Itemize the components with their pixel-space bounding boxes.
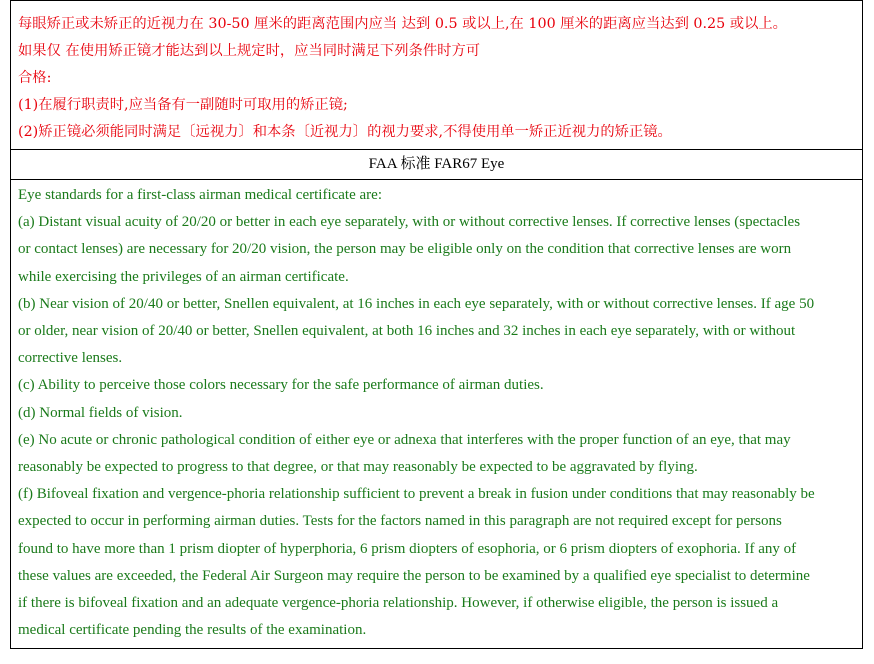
chinese-text-line: 如果仅 在使用矫正镜才能达到以上规定时，应当同时满足下列条件时方可 [18,43,481,59]
english-text-line: (e) No acute or chronic pathological condition of either eye or adnexa that interferes with the proper function of an eye, that may [18,431,791,448]
english-text-line: these values are exceeded, the Federal Air Surgeon may require the person to be examined by a qualified eye specialist to determine [18,567,810,584]
english-text-line: expected to occur in performing airman duties. Tests for the factors named in this paragraph are not required except for persons [18,513,782,530]
english-requirements-row [11,180,863,649]
english-text-line: if there is bifoveal fixation and an adequate vergence-phoria relationship. However, if otherwise eligible, the person is issued a [18,595,779,612]
english-text-line: reasonably be expected to progress to that degree, or that may reasonably be expected to be aggravated by flying. [18,459,698,476]
eye-standards-table [10,0,863,649]
chinese-text-line: 每眼矫正或未矫正的近视力在 30-50 厘米的距离范围内应当 达到 0.5 或以上,在 100 厘米的距离应当达到 0.25 或以上。 [18,16,787,32]
faa-standard-header: FAA 标准 FAR67 Eye [11,150,863,180]
english-text-line: (b) Near vision of 20/40 or better, Snellen equivalent, at 16 inches in each eye separately, with or without corrective lenses. If age 50 [18,295,815,312]
chinese-requirements-row [11,1,863,150]
english-text-line: (a) Distant visual acuity of 20/20 or better in each eye separately, with or without corrective lenses. If corrective lenses (spectacles [18,214,801,231]
english-text-line: or older, near vision of 20/40 or better, Snellen equivalent, at both 16 inches and 32 inches in each eye separately, with or without [18,323,796,340]
standard-header-row [11,150,863,180]
chinese-text-line: (1)在履行职责时,应当备有一副随时可取用的矫正镜; [18,97,348,113]
english-text-line: (d) Normal fields of vision. [18,404,183,421]
english-text-line: or contact lenses) are necessary for 20/20 vision, the person may be eligible only on the condition that corrective lenses are worn [18,241,792,258]
chinese-requirements-cell [11,1,863,150]
english-requirements-cell [11,180,863,649]
english-text-line: while exercising the privileges of an airman certificate. [18,268,349,285]
english-text-line: (f) Bifoveal fixation and vergence-phoria relationship sufficient to prevent a break in fusion under conditions that may reasonably be [18,486,815,503]
english-text-line: (c) Ability to perceive those colors necessary for the safe performance of airman duties. [18,377,544,394]
english-text-line: medical certificate pending the results of the examination. [18,622,367,639]
chinese-text-line: 合格: [18,70,52,86]
chinese-text-line: (2)矫正镜必须能同时满足〔远视力〕和本条〔近视力〕的视力要求,不得使用单一矫正近视力的矫正镜。 [18,124,672,140]
english-text-line: Eye standards for a first-class airman medical certificate are: [18,187,382,203]
english-text-line: found to have more than 1 prism diopter of hyperphoria, 6 prism diopters of esophoria, or 6 prism diopters of exophoria. If any of [18,540,797,557]
english-text-line: corrective lenses. [18,350,123,367]
